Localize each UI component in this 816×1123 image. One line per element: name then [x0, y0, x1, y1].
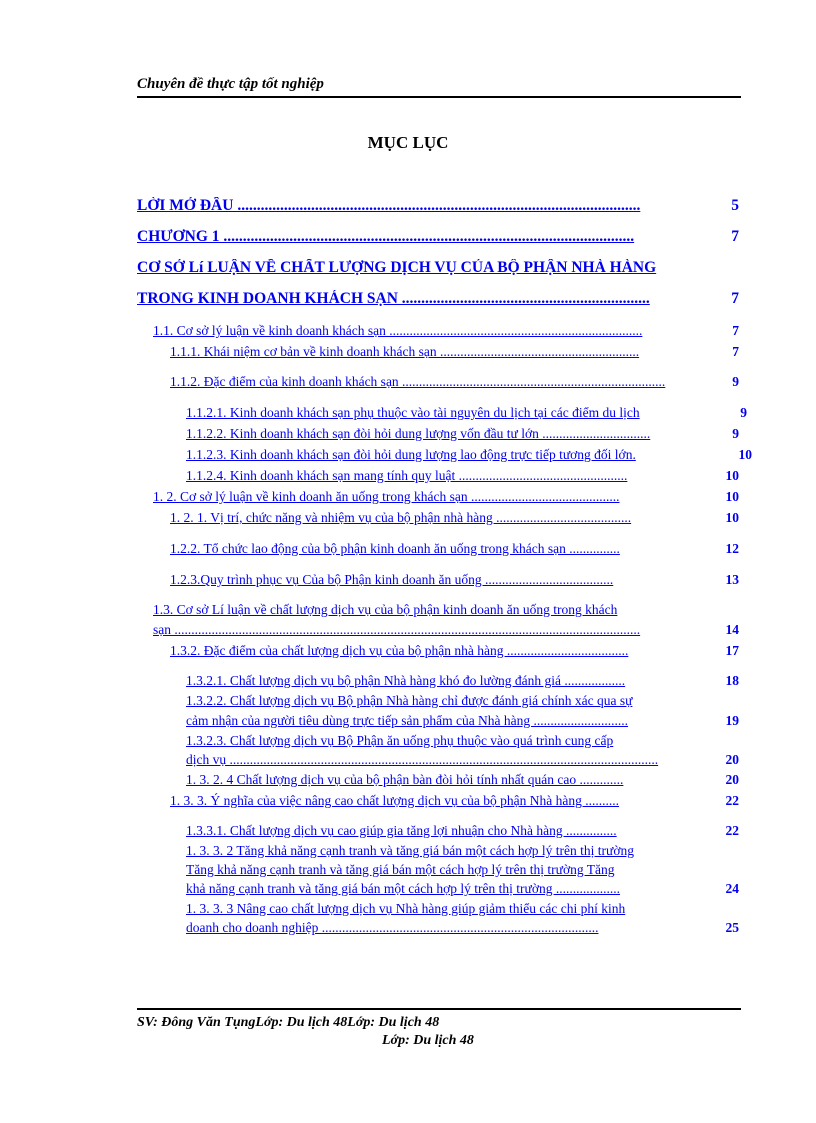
toc-entry[interactable]: 1.2.2. Tổ chức lao động của bộ phận kinh doanh ăn uống trong khách sạn ............... 12 — [170, 541, 739, 556]
footer-rule — [137, 1008, 741, 1010]
toc-entry[interactable]: 1.3.2.1. Chất lượng dịch vụ bộ phận Nhà hàng khó đo lường đánh giá .................. 18 — [186, 673, 739, 688]
toc-entry[interactable]: Tăng khả năng cạnh tranh và tăng giá bán một cách hợp lý trên thị trường Tăng — [186, 862, 615, 877]
toc-entry[interactable]: 1.1.2.1. Kinh doanh khách sạn phụ thuộc vào tài nguyên du lịch tại các điểm du lịch 9 — [186, 405, 747, 420]
toc-entry[interactable]: 1.1.2.3. Kinh doanh khách sạn đòi hỏi dung lượng lao động trực tiếp tương đối lớn. 10 — [186, 447, 752, 462]
toc-entry[interactable]: TRONG KINH DOANH KHÁCH SẠN ................................................................ 7 — [137, 290, 739, 307]
footer-student-line: SV: Đông Văn TụngLớp: Du lịch 48Lớp: Du lịch 48 — [137, 1015, 440, 1030]
toc-entry[interactable]: 1.3.2.3. Chất lượng dịch vụ Bộ Phận ăn uống phụ thuộc vào quá trình cung cấp — [186, 733, 614, 748]
toc-entry[interactable]: 1. 3. 2. 4 Chất lượng dịch vụ của bộ phận bàn đòi hỏi tính nhất quán cao ............. 20 — [186, 772, 739, 787]
toc-entry[interactable]: 1.1. Cơ sở lý luận về kinh doanh khách sạn ........................................................................... 7 — [153, 323, 739, 338]
toc-entry[interactable]: 1. 3. 3. 2 Tăng khả năng cạnh tranh và tăng giá bán một cách hợp lý trên thị trường — [186, 843, 634, 858]
toc-entry[interactable]: CƠ SỞ Lí LUẬN VỀ CHẤT LƯỢNG DỊCH VỤ CỦA BỘ PHẬN NHÀ HÀNG — [137, 259, 657, 276]
toc-entry[interactable]: 1.2.3.Quy trình phục vụ Của bộ Phận kinh doanh ăn uống ...................................... 13 — [170, 572, 739, 587]
running-header: Chuyên đề thực tập tốt nghiệp — [137, 76, 324, 92]
toc-entry[interactable]: 1.3. Cơ sở Lí luận về chất lượng dịch vụ của bộ phận kinh doanh ăn uống trong khách — [153, 602, 618, 617]
header-rule — [137, 96, 741, 98]
toc-entry[interactable]: 1.1.2.4. Kinh doanh khách sạn mang tính quy luật .................................................. 10 — [186, 468, 739, 483]
toc-entry[interactable]: 1.3.2.2. Chất lượng dịch vụ Bộ phận Nhà hàng chỉ được đánh giá chính xác qua sự — [186, 693, 633, 708]
toc-entry[interactable]: doanh cho doanh nghiệp .................................................................................. 25 — [186, 920, 739, 935]
toc-entry[interactable]: 1. 2. Cơ sở lý luận về kinh doanh ăn uống trong khách sạn ............................................ 10 — [153, 489, 739, 504]
toc-entry[interactable]: 1. 3. 3. Ý nghĩa của việc nâng cao chất lượng dịch vụ của bộ phận Nhà hàng .......... 22 — [170, 793, 739, 808]
toc-entry[interactable]: LỜI MỞ ĐẦU ........................................................................................................ 5 — [137, 197, 739, 214]
toc-entry[interactable]: CHƯƠNG 1 .......................................................................................................... 7 — [137, 228, 739, 245]
toc-entry[interactable]: 1. 3. 3. 3 Nâng cao chất lượng dịch vụ Nhà hàng giúp giảm thiểu các chi phí kinh — [186, 901, 626, 916]
toc-entry[interactable]: 1.3.3.1. Chất lượng dịch vụ cao giúp gia tăng lợi nhuận cho Nhà hàng ............... 22 — [186, 823, 739, 838]
page-title: MỤC LỤC — [367, 133, 449, 152]
toc-entry[interactable]: khả năng cạnh tranh và tăng giá bán một cách hợp lý trên thị trường ................... 24 — [186, 881, 739, 896]
footer-class-line: Lớp: Du lịch 48 — [382, 1033, 474, 1048]
toc-entry[interactable]: 1.1.1. Khái niệm cơ bản về kinh doanh khách sạn ........................................................... 7 — [170, 344, 739, 359]
toc-entry[interactable]: 1. 2. 1. Vị trí, chức năng và nhiệm vụ của bộ phận nhà hàng ........................................ 10 — [170, 510, 739, 525]
toc-entry[interactable]: 1.1.2.2. Kinh doanh khách sạn đòi hỏi dung lượng vốn đầu tư lớn ................................ 9 — [186, 426, 739, 441]
toc-entry[interactable]: 1.1.2. Đặc điểm của kinh doanh khách sạn .............................................................................. 9 — [170, 374, 739, 389]
toc-entry[interactable]: sạn .......................................................................................................................................... 14 — [153, 622, 739, 637]
toc-entry[interactable]: cảm nhận của người tiêu dùng trực tiếp sản phẩm của Nhà hàng ............................ 19 — [186, 713, 739, 728]
toc-entry[interactable]: 1.3.2. Đặc điểm của chất lượng dịch vụ của bộ phận nhà hàng .................................... 17 — [170, 643, 739, 658]
toc-entry[interactable]: dịch vụ ............................................................................................................................... 20 — [186, 752, 739, 767]
